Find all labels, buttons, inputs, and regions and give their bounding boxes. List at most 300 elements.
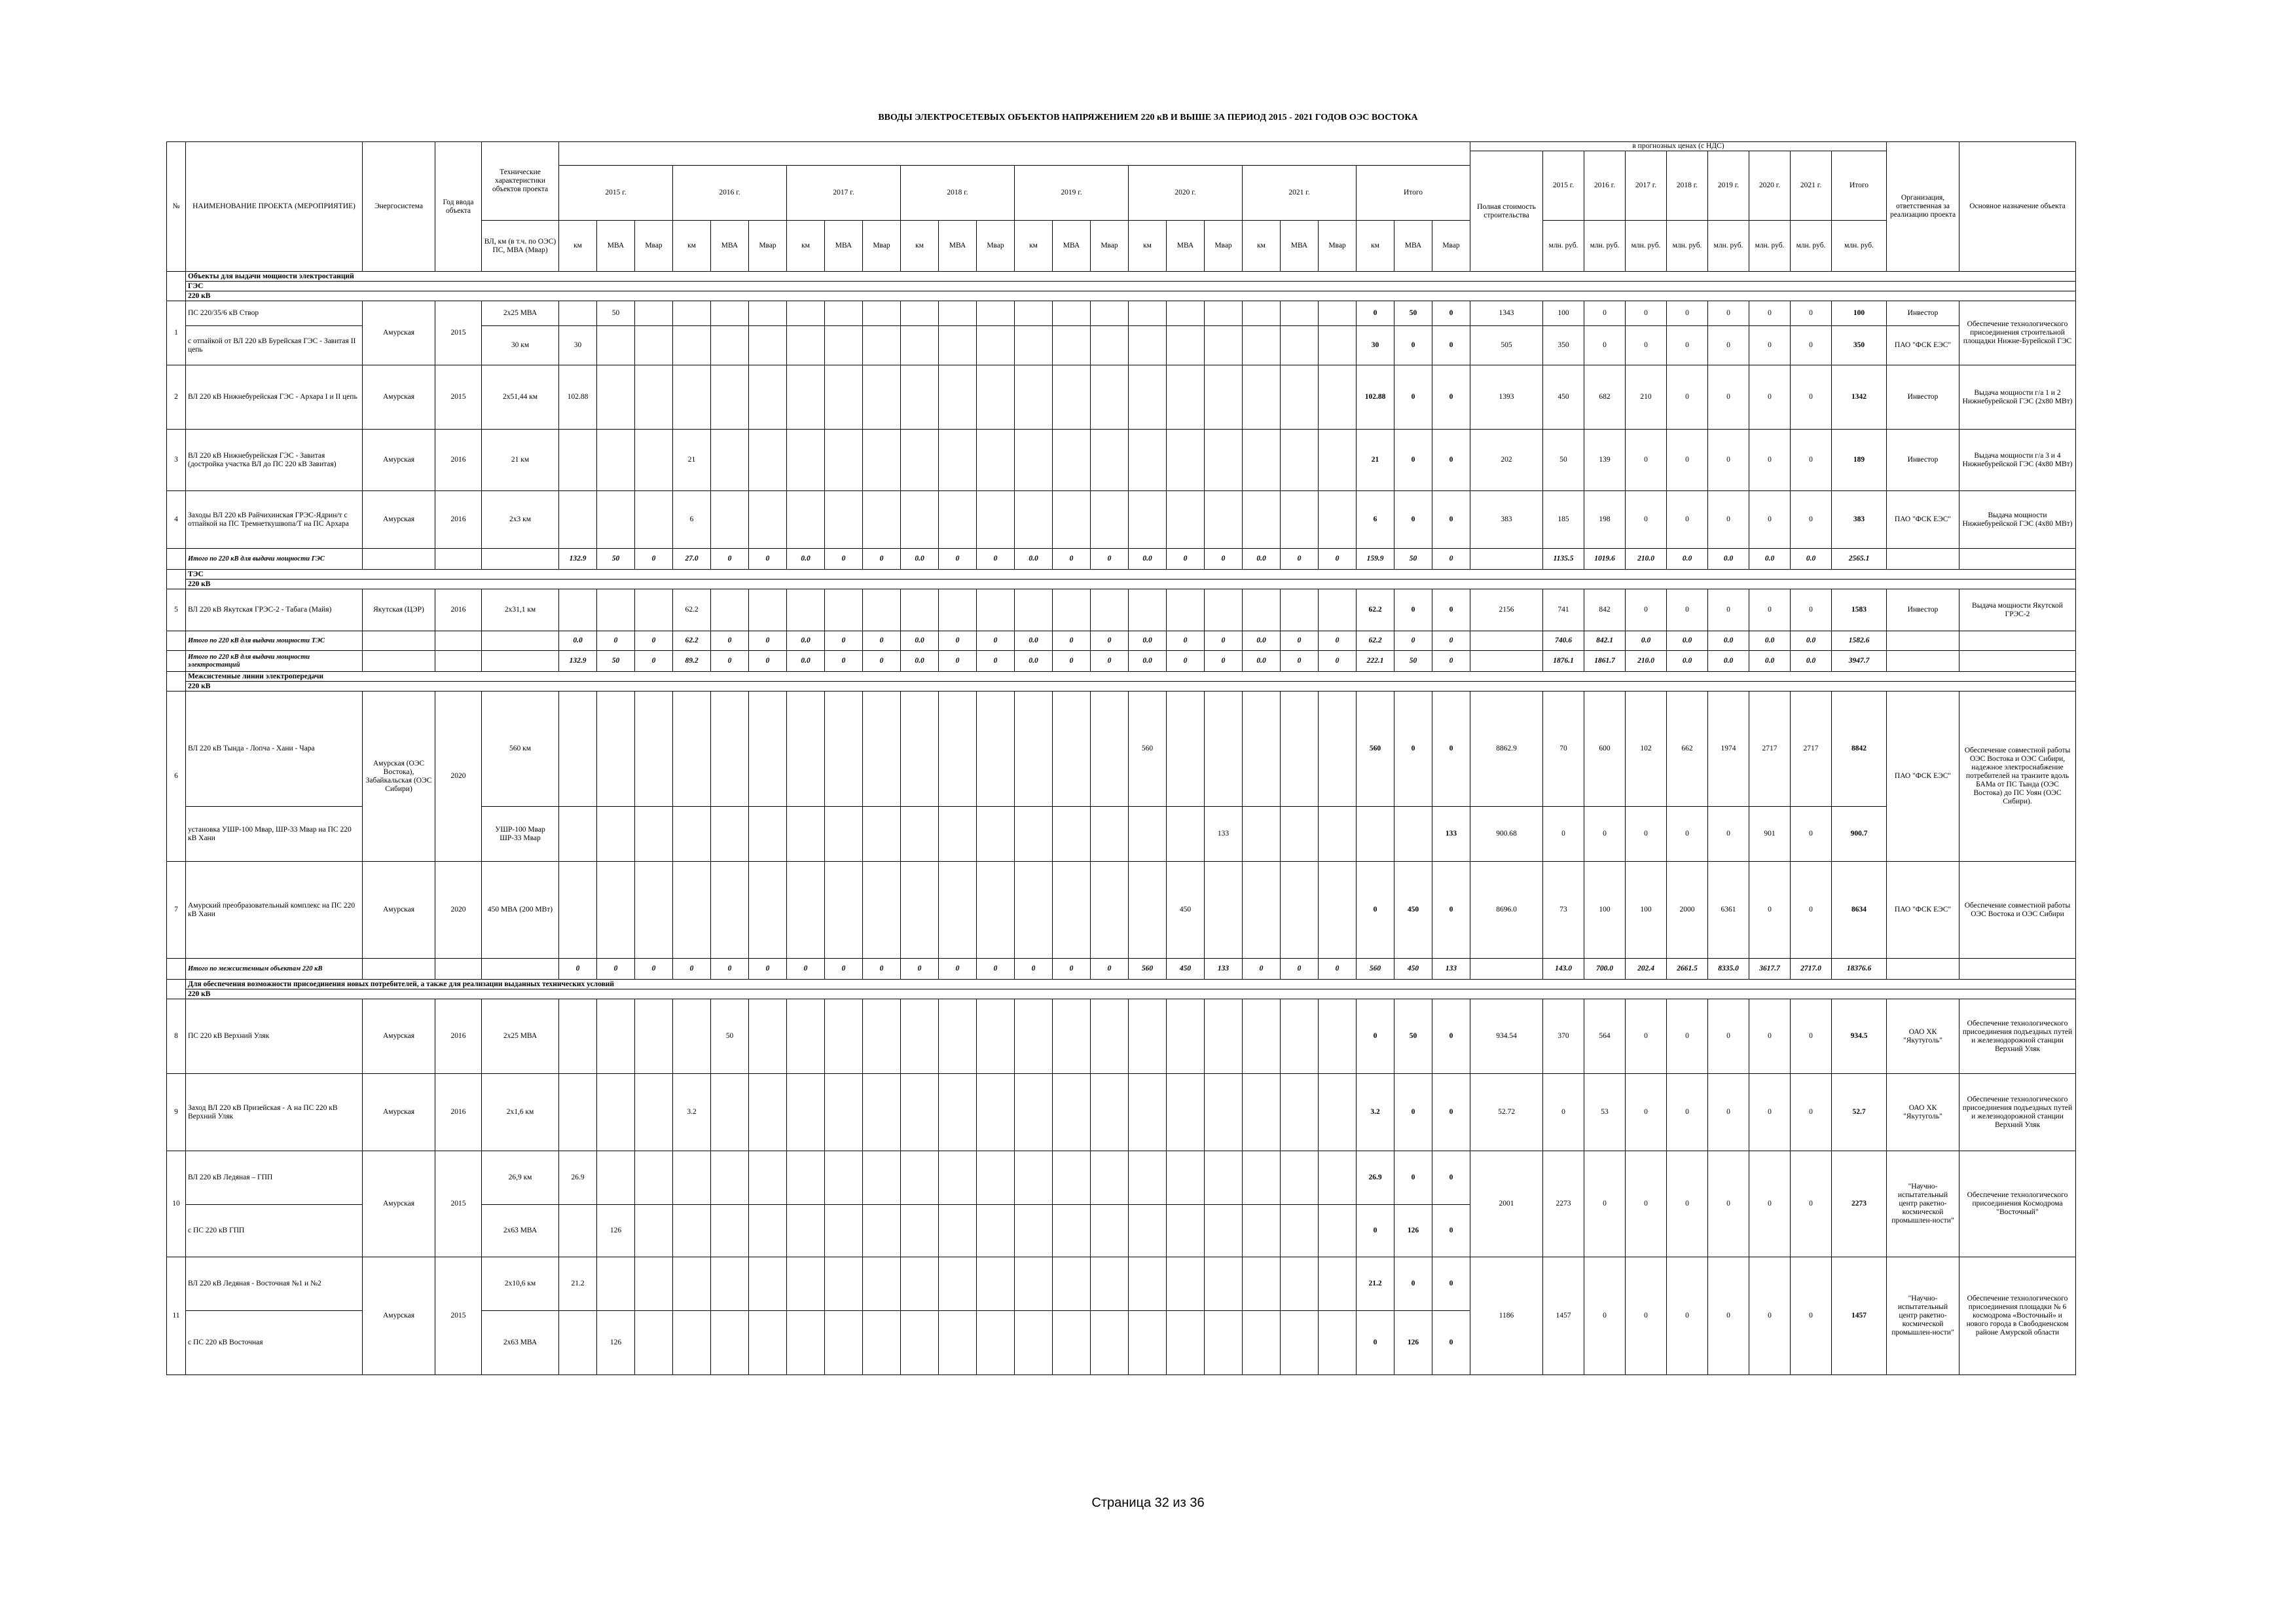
table-cell: 0 (1281, 651, 1319, 672)
table-cell: 0 (635, 631, 673, 651)
empty-cell (1205, 326, 1243, 365)
table-cell: 8335.0 (1708, 959, 1749, 980)
empty-cell (1091, 491, 1129, 549)
table-cell: 0.0 (1791, 651, 1832, 672)
table-cell: 740.6 (1543, 631, 1584, 651)
table-cell: 0 (1205, 631, 1243, 651)
empty-cell (825, 301, 863, 326)
table-cell: 0 (1791, 1074, 1832, 1151)
org: ПАО "ФСК ЕЭС" (1887, 326, 1959, 365)
table-cell: 0 (1432, 692, 1470, 807)
purpose: Обеспечение совместной работы ОЭС Востока и ОЭС Сибири (1959, 862, 2076, 959)
unit-mvar: Мвар (1091, 221, 1129, 272)
table-cell: 0.0 (1791, 631, 1832, 651)
empty-cell (825, 692, 863, 807)
purpose: Обеспечение совместной работы ОЭС Востока и ОЭС Сибири, надежное электроснабжение потребителей на транзите вдоль БАМа от ПС Тында (ОЭС Востока) до ПС Уоян (ОЭС Сибири). (1959, 692, 2076, 862)
table-cell: 2х10,6 км (482, 1257, 559, 1311)
table-cell: 0 (1749, 430, 1791, 491)
table-cell: 2156 (1470, 589, 1543, 631)
table-cell: 450 (1543, 365, 1584, 430)
table-cell: 126 (597, 1205, 635, 1257)
table-cell: 30 (559, 326, 597, 365)
empty-cell (167, 631, 186, 651)
unit-mva: МВА (1394, 221, 1432, 272)
empty-cell (1167, 589, 1205, 631)
empty-cell (1243, 692, 1281, 807)
empty-cell (1281, 1074, 1319, 1151)
section-row (167, 672, 2076, 682)
empty-cell (749, 1074, 787, 1151)
table-cell: 0 (1749, 326, 1791, 365)
empty-cell (749, 589, 787, 631)
table-cell: 0 (635, 651, 673, 672)
empty-cell (597, 589, 635, 631)
table-cell: 2х51,44 км (482, 365, 559, 430)
table-cell: 10 (167, 1151, 186, 1257)
table-cell: 560 (1129, 692, 1167, 807)
table-cell: 0 (1708, 365, 1749, 430)
section-row (167, 580, 2076, 589)
empty-cell (1205, 301, 1243, 326)
table-cell: 1876.1 (1543, 651, 1584, 672)
table-row (167, 999, 2076, 1074)
empty-cell (1319, 1151, 1357, 1205)
empty-cell (482, 959, 559, 980)
empty-cell (1243, 1311, 1281, 1375)
tech-spec: 30 км (482, 326, 559, 365)
table-cell: 0.0 (1667, 549, 1708, 570)
empty-cell (901, 1311, 939, 1375)
table-cell: 0 (1394, 430, 1432, 491)
table-cell: 0 (1667, 1074, 1708, 1151)
purpose: Выдача мощности г/а 3 и 4 Нижнебурейской ГЭС (4х80 МВт) (1959, 430, 2076, 491)
purpose: Обеспечение технологического присоединения подъездных путей и железнодорожной станции Верхний Уляк (1959, 999, 2076, 1074)
unit-km: км (559, 221, 597, 272)
table-cell: 0 (1791, 807, 1832, 862)
empty-cell (559, 430, 597, 491)
table-cell: 0 (1708, 301, 1749, 326)
unit-km: км (1129, 221, 1167, 272)
project-name: ВЛ 220 кВ Нижнебурейская ГЭС - Завитая (достройка участка ВЛ до ПС 220 кВ Завитая) (186, 430, 363, 491)
table-cell: 210.0 (1626, 549, 1667, 570)
unit-mvar: Мвар (1319, 221, 1357, 272)
unit-km: км (1243, 221, 1281, 272)
col-tech-units: ВЛ, км (в т.ч. по ОЭС) ПС, МВА (Мвар) (482, 221, 559, 272)
empty-cell (167, 672, 186, 682)
empty-cell (711, 1205, 749, 1257)
empty-cell (1887, 549, 1959, 570)
empty-cell (863, 365, 901, 430)
table-cell: 159.9 (1357, 549, 1394, 570)
empty-cell (825, 365, 863, 430)
empty-cell (363, 631, 435, 651)
table-cell: 2х63 МВА (482, 1205, 559, 1257)
table-cell: 102.88 (559, 365, 597, 430)
table-cell: 2015 (435, 1257, 482, 1375)
table-cell: 0 (749, 549, 787, 570)
table-cell: 0 (1749, 1074, 1791, 1151)
table-cell: 0 (1749, 491, 1791, 549)
table-cell: 0 (939, 651, 977, 672)
table-cell: 0 (1667, 365, 1708, 430)
table-cell: 1457 (1543, 1257, 1584, 1375)
page-footer: Страница 32 из 36 (1091, 1496, 1205, 1510)
purpose: Выдача мощности Нижнебурейской ГЭС (4х80 МВт) (1959, 491, 2076, 549)
empty-cell (1167, 301, 1205, 326)
table-cell: 0 (1667, 430, 1708, 491)
table-cell: 50 (597, 549, 635, 570)
empty-cell (787, 326, 825, 365)
table-cell: 26,9 км (482, 1151, 559, 1205)
table-cell: 0.0 (1015, 651, 1053, 672)
empty-cell (1243, 807, 1281, 862)
empty-cell (1243, 589, 1281, 631)
table-cell: 0 (1708, 1074, 1749, 1151)
empty-cell (1281, 491, 1319, 549)
table-cell: 0 (1626, 1151, 1667, 1257)
empty-cell (863, 807, 901, 862)
table-cell: 0 (1432, 1074, 1470, 1151)
empty-cell (863, 430, 901, 491)
empty-cell (635, 326, 673, 365)
empty-cell (673, 1151, 711, 1205)
col-year: Год ввода объекта (435, 142, 482, 272)
empty-cell (1015, 1257, 1053, 1311)
table-cell: 26.9 (1357, 1151, 1394, 1205)
empty-cell (749, 1257, 787, 1311)
project-name: ВЛ 220 кВ Ледяная – ГПП (186, 1151, 363, 1205)
empty-cell (1281, 589, 1319, 631)
unit-money: млн. руб. (1708, 221, 1749, 272)
table-cell: 1019.6 (1584, 549, 1626, 570)
empty-cell (1053, 999, 1091, 1074)
table-cell: 6 (673, 491, 711, 549)
table-cell: 0 (977, 549, 1015, 570)
table-cell: 0 (1205, 651, 1243, 672)
table-cell: 0 (1281, 959, 1319, 980)
table-cell: 0 (1708, 326, 1749, 365)
table-cell: 0 (1543, 807, 1584, 862)
table-cell: 21 (673, 430, 711, 491)
empty-cell (1015, 692, 1053, 807)
project-name: ВЛ 220 кВ Нижнебурейская ГЭС - Архара I и II цепь (186, 365, 363, 430)
project-name: Заход ВЛ 220 кВ Призейская - А на ПС 220 кВ Верхний Уляк (186, 1074, 363, 1151)
empty-cell (901, 1257, 939, 1311)
unit-km: км (673, 221, 711, 272)
project-name: с ПС 220 кВ Восточная (186, 1311, 363, 1375)
empty-cell (482, 651, 559, 672)
empty-cell (635, 430, 673, 491)
table-cell: 0.0 (1129, 549, 1167, 570)
empty-cell (1205, 365, 1243, 430)
table-cell: 0.0 (787, 631, 825, 651)
table-cell: 0 (1394, 326, 1432, 365)
table-cell: 0 (1053, 959, 1091, 980)
table-cell: 370 (1543, 999, 1584, 1074)
table-cell: 0 (1394, 1257, 1432, 1311)
table-cell: 0 (1708, 999, 1749, 1074)
table-cell: 0 (1167, 549, 1205, 570)
table-cell: 0 (635, 549, 673, 570)
table-cell: 0 (863, 651, 901, 672)
table-cell: 0 (1749, 1151, 1791, 1257)
empty-cell (977, 807, 1015, 862)
empty-cell (1243, 301, 1281, 326)
table-cell: 0 (1667, 807, 1708, 862)
table-cell: 0 (1357, 1205, 1394, 1257)
empty-cell (1281, 1311, 1319, 1375)
purpose: Обеспечение технологического присоединения Космодрома "Восточный" (1959, 1151, 2076, 1257)
empty-cell (1015, 491, 1053, 549)
table-cell: 0.0 (1791, 549, 1832, 570)
table-cell: 21.2 (559, 1257, 597, 1311)
empty-cell (787, 1074, 825, 1151)
empty-cell (711, 692, 749, 807)
unit-km: км (1015, 221, 1053, 272)
empty-cell (167, 651, 186, 672)
section-row (167, 980, 2076, 989)
empty-cell (863, 589, 901, 631)
table-cell: 0.0 (1667, 631, 1708, 651)
table-cell: ОАО ХК "Якутуголь" (1887, 999, 1959, 1074)
unit-mva: МВА (825, 221, 863, 272)
empty-cell (1053, 1151, 1091, 1205)
table-cell: 0 (1626, 301, 1667, 326)
empty-cell (167, 580, 186, 589)
empty-cell (1129, 491, 1167, 549)
empty-cell (635, 807, 673, 862)
empty-cell (1319, 301, 1357, 326)
unit-money: млн. руб. (1667, 221, 1708, 272)
table-cell: 202.4 (1626, 959, 1667, 980)
empty-cell (939, 692, 977, 807)
empty-cell (167, 989, 186, 999)
empty-cell (787, 1311, 825, 1375)
table-cell: 0 (711, 959, 749, 980)
table-cell: ПАО "ФСК ЕЭС" (1887, 862, 1959, 959)
empty-cell (1015, 862, 1053, 959)
empty-cell (1319, 1311, 1357, 1375)
table-cell: Амурская (363, 491, 435, 549)
table-cell: 0 (1626, 430, 1667, 491)
table-cell: 0 (1091, 631, 1129, 651)
tech-spec: 2х25 МВА (482, 301, 559, 326)
unit-mva: МВА (1167, 221, 1205, 272)
table-cell: 6 (167, 692, 186, 862)
empty-cell (1015, 999, 1053, 1074)
empty-cell (825, 1311, 863, 1375)
subtotal-row (167, 631, 2076, 651)
table-cell: 0 (1281, 631, 1319, 651)
project-name: ПС 220 кВ Верхний Уляк (186, 999, 363, 1074)
table-cell: 0 (1053, 549, 1091, 570)
table-cell: 0 (635, 959, 673, 980)
table-cell: 2х3 км (482, 491, 559, 549)
table-cell: 202 (1470, 430, 1543, 491)
empty-cell (863, 1257, 901, 1311)
table-cell: 70 (1543, 692, 1584, 807)
table-row (167, 491, 2076, 549)
col-year-total: Итого (1357, 166, 1470, 221)
empty-cell (597, 999, 635, 1074)
table-cell: 189 (1832, 430, 1887, 491)
empty-cell (939, 1151, 977, 1205)
empty-cell (1015, 430, 1053, 491)
empty-cell (635, 1205, 673, 1257)
table-cell: 126 (1394, 1311, 1432, 1375)
table-cell: 0 (1626, 1257, 1667, 1375)
empty-cell (711, 1151, 749, 1205)
table-cell: 0.0 (1667, 651, 1708, 672)
empty-cell (435, 651, 482, 672)
empty-cell (1091, 1074, 1129, 1151)
empty-cell (1129, 1205, 1167, 1257)
table-cell: 560 км (482, 692, 559, 807)
table-cell: 100 (1832, 301, 1887, 326)
table-cell: 0 (1432, 631, 1470, 651)
table-cell: 3617.7 (1749, 959, 1791, 980)
empty-cell (1205, 430, 1243, 491)
table-cell: 62.2 (1357, 631, 1394, 651)
table-cell: 8 (167, 999, 186, 1074)
table-cell: 73 (1543, 862, 1584, 959)
table-cell: 18376.6 (1832, 959, 1887, 980)
empty-cell (1053, 692, 1091, 807)
empty-cell (559, 1205, 597, 1257)
unit-money: млн. руб. (1543, 221, 1584, 272)
col-tech: Технические характеристики объектов проекта (482, 142, 559, 221)
table-cell: 2016 (435, 589, 482, 631)
table-cell: 0 (1791, 491, 1832, 549)
table-cell: 62.2 (1357, 589, 1394, 631)
empty-cell (1091, 1205, 1129, 1257)
empty-cell (749, 301, 787, 326)
table-cell: 0 (1584, 301, 1626, 326)
empty-cell (1129, 589, 1167, 631)
table-cell: 2020 (435, 692, 482, 862)
section-title: ГЭС (186, 282, 2076, 291)
table-cell: 934.5 (1832, 999, 1887, 1074)
table-cell: 2273 (1543, 1151, 1584, 1257)
empty-cell (1205, 1151, 1243, 1205)
table-cell: 1343 (1470, 301, 1543, 326)
table-cell: 100 (1543, 301, 1584, 326)
org: Инвестор (1887, 301, 1959, 326)
table-cell: 0 (1319, 959, 1357, 980)
table-cell: 8696.0 (1470, 862, 1543, 959)
empty-cell (1470, 651, 1543, 672)
col-year-2018: 2018 г. (901, 166, 1015, 221)
unit-mva: МВА (939, 221, 977, 272)
table-cell: 50 (711, 999, 749, 1074)
empty-cell (711, 301, 749, 326)
table-cell: 2х25 МВА (482, 999, 559, 1074)
empty-cell (939, 491, 977, 549)
table-cell: 0 (1791, 365, 1832, 430)
col-price-2015: 2015 г. (1543, 151, 1584, 221)
empty-cell (711, 365, 749, 430)
empty-cell (673, 1205, 711, 1257)
table-cell: 27.0 (673, 549, 711, 570)
empty-cell (1470, 549, 1543, 570)
empty-cell (1015, 365, 1053, 430)
empty-cell (901, 1074, 939, 1151)
empty-cell (1281, 326, 1319, 365)
table-cell: 350 (1832, 326, 1887, 365)
empty-cell (673, 365, 711, 430)
empty-cell (939, 430, 977, 491)
table-cell: 21 км (482, 430, 559, 491)
purpose: Обеспечение технологического присоединения строительной площадки Нижне-Бурейской ГЭС (1959, 301, 2076, 365)
table-cell: 0.0 (1749, 549, 1791, 570)
empty-cell (711, 807, 749, 862)
empty-cell (1205, 1257, 1243, 1311)
empty-cell (635, 301, 673, 326)
table-cell: 741 (1543, 589, 1584, 631)
empty-cell (977, 365, 1015, 430)
empty-cell (901, 491, 939, 549)
table-cell: 126 (1394, 1205, 1432, 1257)
table-cell: 450 (1167, 862, 1205, 959)
table-cell: Инвестор (1887, 589, 1959, 631)
table-cell: 0 (1667, 326, 1708, 365)
empty-cell (1053, 589, 1091, 631)
page-title: ВВОДЫ ЭЛЕКТРОСЕТЕВЫХ ОБЪЕКТОВ НАПРЯЖЕНИЕМ 220 кВ И ВЫШЕ ЗА ПЕРИОД 2015 - 2021 ГОДОВ ОЭС ВОСТОКА (878, 113, 1418, 122)
empty-cell (787, 1151, 825, 1205)
subtotal-row (167, 959, 2076, 980)
table-cell: 2х1,6 км (482, 1074, 559, 1151)
table-cell: 89.2 (673, 651, 711, 672)
table-cell: 6 (1357, 491, 1394, 549)
empty-cell (1205, 1074, 1243, 1151)
table-cell: 0 (863, 959, 901, 980)
empty-cell (1319, 589, 1357, 631)
table-cell: 0 (1584, 1151, 1626, 1257)
table-cell: 0 (939, 959, 977, 980)
table-cell: 0.0 (1626, 631, 1667, 651)
empty-cell (939, 999, 977, 1074)
empty-cell (939, 1074, 977, 1151)
empty-cell (167, 959, 186, 980)
table-cell: 0 (1626, 589, 1667, 631)
col-org: Организация, ответственная за реализацию проекта (1887, 142, 1959, 272)
commission-year: 2015 (435, 301, 482, 365)
col-year-2020: 2020 г. (1129, 166, 1243, 221)
empty-cell (435, 549, 482, 570)
empty-cell (977, 1151, 1015, 1205)
table-cell: 0.0 (559, 631, 597, 651)
table-cell: 0 (1584, 807, 1626, 862)
empty-cell (711, 1074, 749, 1151)
table-cell: 0 (1708, 430, 1749, 491)
empty-cell (1129, 1151, 1167, 1205)
table-cell: 0.0 (1708, 631, 1749, 651)
empty-cell (363, 549, 435, 570)
empty-cell (559, 692, 597, 807)
empty-cell (1281, 999, 1319, 1074)
table-cell: 52.72 (1470, 1074, 1543, 1151)
empty-cell (1015, 326, 1053, 365)
table-cell: 0 (1357, 999, 1394, 1074)
empty-cell (1167, 491, 1205, 549)
table-cell: 0.0 (1129, 631, 1167, 651)
table-cell: 560 (1357, 959, 1394, 980)
project-name: установка УШР-100 Мвар, ШР-33 Мвар на ПС 220 кВ Хани (186, 807, 363, 862)
table-cell: 0.0 (901, 651, 939, 672)
investment-table (166, 141, 2076, 1375)
table-cell: 2015 (435, 1151, 482, 1257)
table-cell: 0.0 (787, 651, 825, 672)
